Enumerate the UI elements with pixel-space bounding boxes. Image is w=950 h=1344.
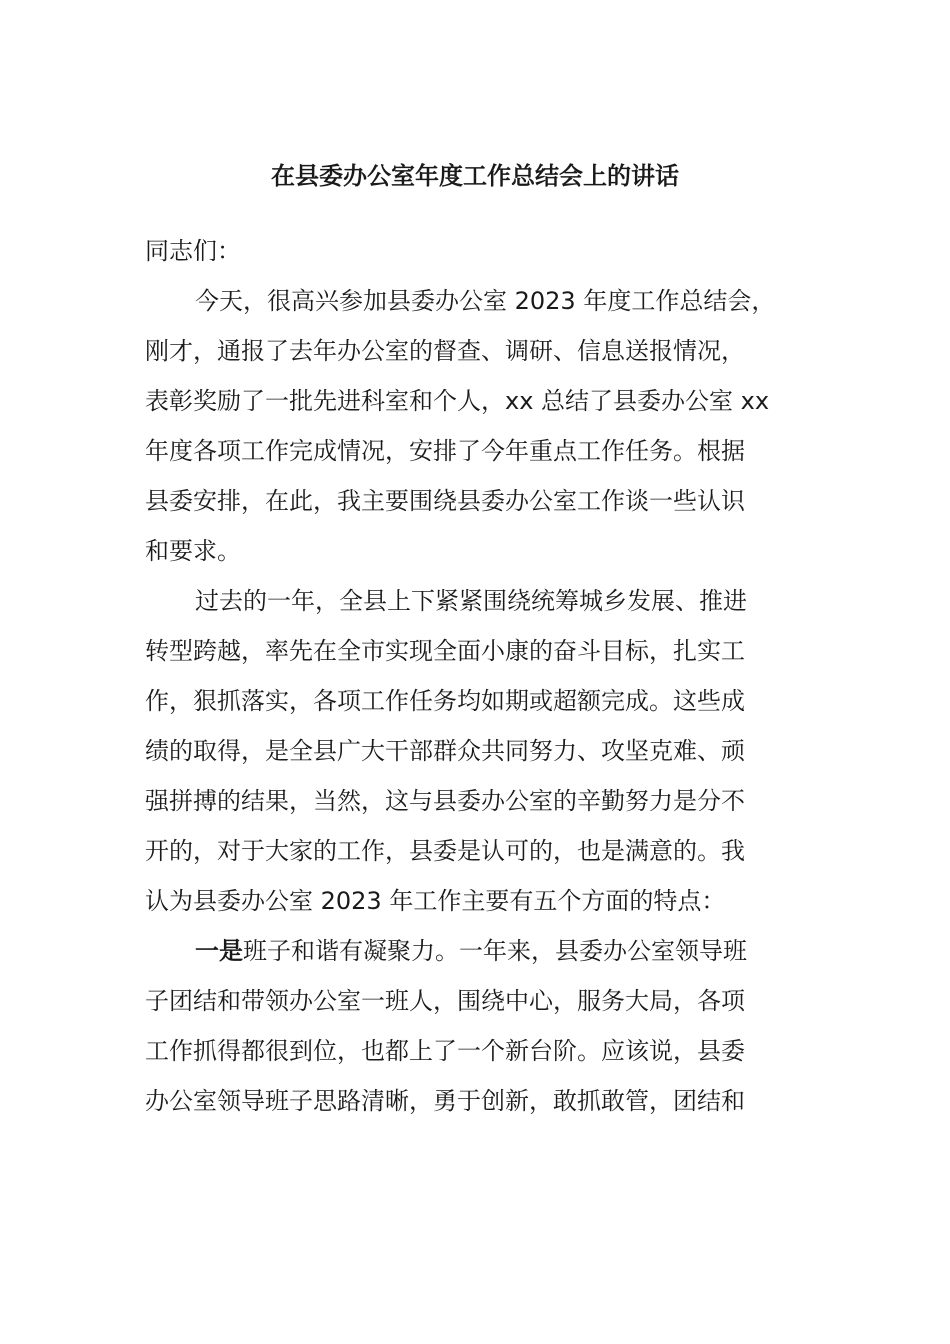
paragraph-line-rest: 班子和谐有凝聚力。一年来，县委办公室领导班 [243,937,747,965]
paragraph-line: 绩的取得，是全县广大干部群众共同努力、攻坚克难、顽 [145,737,745,765]
paragraph-line: 今天，很高兴参加县委办公室 2023 年度工作总结会， [195,287,776,315]
paragraph-3 [145,926,805,1126]
paragraph-2 [145,576,805,926]
paragraph-line: 年度各项工作完成情况，安排了今年重点工作任务。根据 [145,437,745,465]
paragraph-line: 县委安排，在此，我主要围绕县委办公室工作谈一些认识 [145,487,745,515]
paragraph-line: 工作抓得都很到位，也都上了一个新台阶。应该说，县委 [145,1037,745,1065]
paragraph-line: 过去的一年，全县上下紧紧围绕统筹城乡发展、推进 [195,587,747,615]
paragraph-line: 刚才，通报了去年办公室的督查、调研、信息送报情况， [145,337,745,365]
paragraph-line: 和要求。 [145,537,241,565]
paragraph-line: 开的，对于大家的工作，县委是认可的，也是满意的。我 [145,837,745,865]
paragraph-line: 表彰奖励了一批先进科室和个人，xx 总结了县委办公室 xx [145,387,770,415]
paragraph-1 [145,276,805,576]
document-body [145,226,805,1126]
paragraph-line: 子团结和带领办公室一班人，围绕中心，服务大局，各项 [145,987,745,1015]
paragraph-line: 办公室领导班子思路清晰，勇于创新，敢抓敢管，团结和 [145,1087,745,1115]
lead-bold-text: 一是 [195,937,243,965]
paragraph-line: 转型跨越，率先在全市实现全面小康的奋斗目标，扎实工 [145,637,745,665]
paragraph-line: 认为县委办公室 2023 年工作主要有五个方面的特点： [145,887,726,915]
document-title: 在县委办公室年度工作总结会上的讲话 [271,162,679,190]
paragraph-line: 强拼搏的结果，当然，这与县委办公室的辛勤努力是分不 [145,787,745,815]
paragraph-line: 作，狠抓落实，各项工作任务均如期或超额完成。这些成 [145,687,745,715]
salutation: 同志们： [145,237,241,265]
paragraph-line [145,926,805,976]
